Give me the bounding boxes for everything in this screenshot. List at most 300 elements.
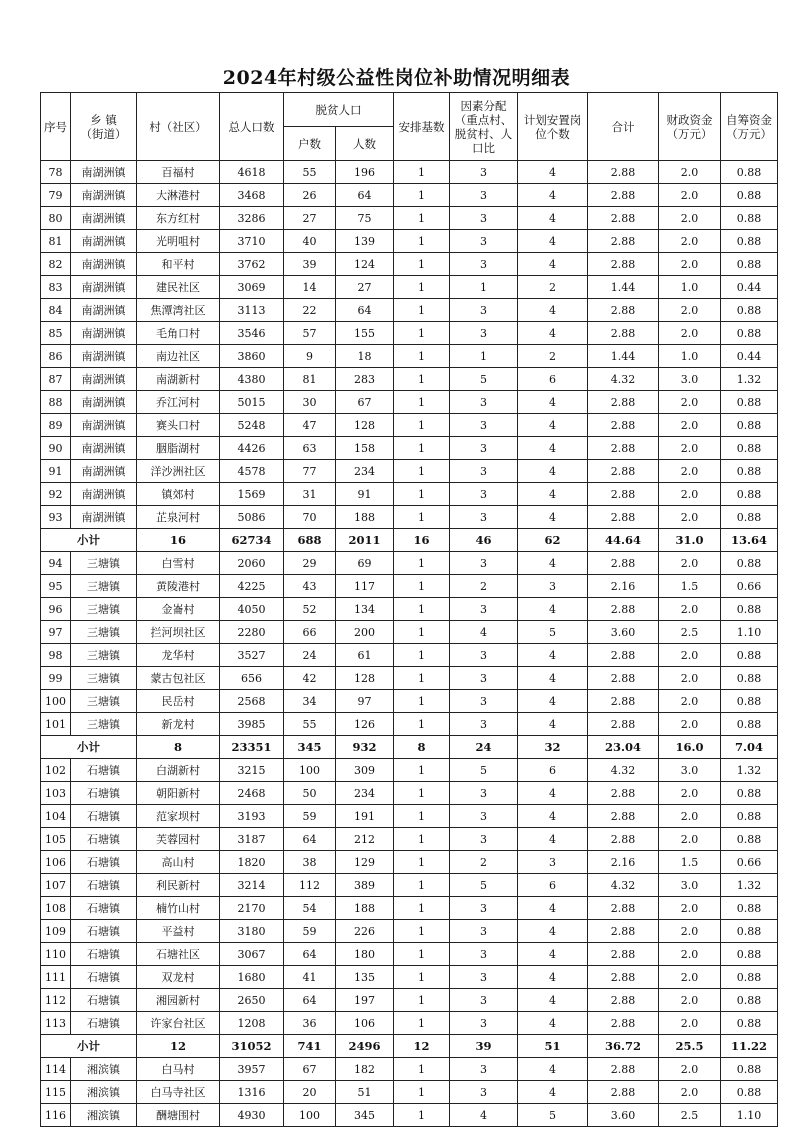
pop-cell: 2568 [220,690,284,713]
village-cell: 利民新村 [137,874,220,897]
seq-cell: 95 [41,575,71,598]
table-row [41,575,778,598]
table-row [41,253,778,276]
planned-cell: 4 [518,644,588,667]
table-row [41,391,778,414]
table-row [41,184,778,207]
town-cell: 石塘镇 [71,828,137,851]
seq-cell: 110 [41,943,71,966]
people-cell: 234 [336,460,394,483]
subtotal-people-cell: 2011 [336,529,394,552]
self-cell: 0.88 [721,644,778,667]
pop-cell: 3214 [220,874,284,897]
seq-cell: 96 [41,598,71,621]
fiscal-cell: 3.0 [659,368,721,391]
village-cell: 焦潭湾社区 [137,299,220,322]
pop-cell: 2468 [220,782,284,805]
table-row [41,943,778,966]
base-cell: 1 [394,253,450,276]
village-cell: 朝阳新村 [137,782,220,805]
planned-cell: 3 [518,575,588,598]
factor-cell: 3 [450,943,518,966]
village-cell: 蒙古包社区 [137,667,220,690]
base-cell: 1 [394,322,450,345]
hh-cell: 42 [284,667,336,690]
subtotal-factor-cell: 24 [450,736,518,759]
people-cell: 64 [336,299,394,322]
base-cell: 1 [394,276,450,299]
factor-cell: 5 [450,368,518,391]
village-cell: 毛角口村 [137,322,220,345]
seq-cell: 114 [41,1058,71,1081]
table-row [41,805,778,828]
table-body [41,161,778,1127]
self-cell: 0.66 [721,575,778,598]
subtotal-self-cell: 11.22 [721,1035,778,1058]
subtotal-self-cell: 7.04 [721,736,778,759]
fiscal-cell: 2.0 [659,391,721,414]
planned-cell: 4 [518,253,588,276]
village-cell: 高山村 [137,851,220,874]
fiscal-cell: 2.0 [659,690,721,713]
base-cell: 1 [394,828,450,851]
village-cell: 光明咀村 [137,230,220,253]
header-self: 自筹资金（万元） [721,93,778,161]
pop-cell: 3710 [220,230,284,253]
factor-cell: 3 [450,1058,518,1081]
hh-cell: 41 [284,966,336,989]
pop-cell: 1820 [220,851,284,874]
village-cell: 南湖新村 [137,368,220,391]
village-cell: 黄陵港村 [137,575,220,598]
town-cell: 南湖洲镇 [71,391,137,414]
base-cell: 1 [394,989,450,1012]
table-row [41,299,778,322]
village-cell: 金崙村 [137,598,220,621]
base-cell: 1 [394,552,450,575]
village-cell: 胭脂湖村 [137,437,220,460]
total-cell: 2.16 [588,575,659,598]
pop-cell: 3762 [220,253,284,276]
base-cell: 1 [394,1104,450,1127]
subtotal-count: 8 [137,736,220,759]
factor-cell: 5 [450,759,518,782]
planned-cell: 4 [518,805,588,828]
subtotal-pop-cell: 31052 [220,1035,284,1058]
people-cell: 158 [336,437,394,460]
fiscal-cell: 3.0 [659,874,721,897]
total-cell: 2.88 [588,782,659,805]
self-cell: 0.88 [721,483,778,506]
total-cell: 2.88 [588,1081,659,1104]
pop-cell: 5086 [220,506,284,529]
base-cell: 1 [394,644,450,667]
planned-cell: 3 [518,851,588,874]
town-cell: 三塘镇 [71,575,137,598]
base-cell: 1 [394,759,450,782]
table-row [41,414,778,437]
planned-cell: 4 [518,299,588,322]
people-cell: 61 [336,644,394,667]
pop-cell: 4618 [220,161,284,184]
subtotal-hh-cell: 345 [284,736,336,759]
total-cell: 2.88 [588,989,659,1012]
header-poor-population: 脱贫人口 [284,93,394,127]
fiscal-cell: 1.0 [659,276,721,299]
header-poor-people: 人数 [336,127,394,161]
pop-cell: 3985 [220,713,284,736]
table-row [41,989,778,1012]
base-cell: 1 [394,943,450,966]
total-cell: 2.88 [588,460,659,483]
table-row [41,1012,778,1035]
people-cell: 139 [336,230,394,253]
village-cell: 建民社区 [137,276,220,299]
table-row [41,506,778,529]
factor-cell: 3 [450,299,518,322]
hh-cell: 81 [284,368,336,391]
fiscal-cell: 2.0 [659,230,721,253]
self-cell: 0.88 [721,1081,778,1104]
total-cell: 2.16 [588,851,659,874]
planned-cell: 4 [518,667,588,690]
people-cell: 27 [336,276,394,299]
factor-cell: 3 [450,460,518,483]
base-cell: 1 [394,782,450,805]
pop-cell: 3187 [220,828,284,851]
town-cell: 石塘镇 [71,920,137,943]
planned-cell: 4 [518,989,588,1012]
town-cell: 三塘镇 [71,552,137,575]
subtotal-planned-cell: 62 [518,529,588,552]
hh-cell: 64 [284,943,336,966]
seq-cell: 102 [41,759,71,782]
people-cell: 91 [336,483,394,506]
village-cell: 双龙村 [137,966,220,989]
village-cell: 芷泉河村 [137,506,220,529]
header-town-label: 乡 镇 （街道） [80,112,127,141]
factor-cell: 3 [450,322,518,345]
fiscal-cell: 2.0 [659,1081,721,1104]
fiscal-cell: 2.0 [659,805,721,828]
town-cell: 南湖洲镇 [71,368,137,391]
self-cell: 0.88 [721,1012,778,1035]
subtotal-factor-cell: 39 [450,1035,518,1058]
people-cell: 180 [336,943,394,966]
hh-cell: 64 [284,989,336,1012]
table-header-row [41,93,778,127]
self-cell: 0.66 [721,851,778,874]
seq-cell: 88 [41,391,71,414]
town-cell: 三塘镇 [71,690,137,713]
fiscal-cell: 2.0 [659,322,721,345]
header-base: 安排基数 [394,93,450,161]
header-village: 村（社区） [137,93,220,161]
hh-cell: 29 [284,552,336,575]
pop-cell: 3546 [220,322,284,345]
seq-cell: 81 [41,230,71,253]
subsidy-table [40,92,778,1127]
town-cell: 三塘镇 [71,621,137,644]
town-cell: 石塘镇 [71,874,137,897]
factor-cell: 3 [450,253,518,276]
people-cell: 135 [336,966,394,989]
self-cell: 0.88 [721,414,778,437]
total-cell: 2.88 [588,184,659,207]
village-cell: 镇郊村 [137,483,220,506]
town-cell: 南湖洲镇 [71,483,137,506]
hh-cell: 34 [284,690,336,713]
town-cell: 南湖洲镇 [71,299,137,322]
town-cell: 湘滨镇 [71,1104,137,1127]
table-row [41,667,778,690]
hh-cell: 31 [284,483,336,506]
seq-cell: 86 [41,345,71,368]
pop-cell: 3193 [220,805,284,828]
table-row [41,713,778,736]
seq-cell: 115 [41,1081,71,1104]
seq-cell: 91 [41,460,71,483]
town-cell: 湘滨镇 [71,1081,137,1104]
factor-cell: 3 [450,184,518,207]
seq-cell: 111 [41,966,71,989]
planned-cell: 4 [518,713,588,736]
fiscal-cell: 1.5 [659,851,721,874]
self-cell: 0.88 [721,690,778,713]
people-cell: 196 [336,161,394,184]
subtotal-label: 小计 [41,529,137,552]
base-cell: 1 [394,575,450,598]
subtotal-fiscal-cell: 25.5 [659,1035,721,1058]
village-cell: 范家坝村 [137,805,220,828]
village-cell: 新龙村 [137,713,220,736]
fiscal-cell: 2.0 [659,437,721,460]
pop-cell: 4050 [220,598,284,621]
total-cell: 2.88 [588,230,659,253]
base-cell: 1 [394,368,450,391]
planned-cell: 4 [518,1012,588,1035]
subtotal-total-cell: 23.04 [588,736,659,759]
pop-cell: 3860 [220,345,284,368]
subtotal-label: 小计 [41,736,137,759]
people-cell: 128 [336,667,394,690]
hh-cell: 70 [284,506,336,529]
self-cell: 0.44 [721,345,778,368]
total-cell: 2.88 [588,1012,659,1035]
total-cell: 2.88 [588,897,659,920]
hh-cell: 63 [284,437,336,460]
seq-cell: 104 [41,805,71,828]
subtotal-people-cell: 2496 [336,1035,394,1058]
hh-cell: 66 [284,621,336,644]
village-cell: 大淋港村 [137,184,220,207]
base-cell: 1 [394,851,450,874]
factor-cell: 3 [450,414,518,437]
factor-cell: 3 [450,690,518,713]
pop-cell: 4578 [220,460,284,483]
seq-cell: 79 [41,184,71,207]
hh-cell: 26 [284,184,336,207]
people-cell: 226 [336,920,394,943]
fiscal-cell: 1.5 [659,575,721,598]
table-row [41,920,778,943]
planned-cell: 4 [518,828,588,851]
planned-cell: 4 [518,782,588,805]
hh-cell: 47 [284,414,336,437]
total-cell: 2.88 [588,920,659,943]
village-cell: 白马寺社区 [137,1081,220,1104]
total-cell: 2.88 [588,207,659,230]
hh-cell: 38 [284,851,336,874]
base-cell: 1 [394,621,450,644]
subtotal-count: 16 [137,529,220,552]
planned-cell: 4 [518,207,588,230]
table-row [41,1058,778,1081]
fiscal-cell: 2.0 [659,184,721,207]
table-row [41,207,778,230]
hh-cell: 57 [284,322,336,345]
seq-cell: 107 [41,874,71,897]
subtotal-base-cell: 16 [394,529,450,552]
pop-cell: 1680 [220,966,284,989]
planned-cell: 2 [518,345,588,368]
planned-cell: 4 [518,230,588,253]
town-cell: 石塘镇 [71,782,137,805]
town-cell: 南湖洲镇 [71,345,137,368]
table-row [41,552,778,575]
seq-cell: 99 [41,667,71,690]
self-cell: 0.88 [721,460,778,483]
pop-cell: 2170 [220,897,284,920]
people-cell: 75 [336,207,394,230]
base-cell: 1 [394,230,450,253]
seq-cell: 98 [41,644,71,667]
town-cell: 南湖洲镇 [71,230,137,253]
self-cell: 1.32 [721,368,778,391]
fiscal-cell: 2.0 [659,299,721,322]
seq-cell: 112 [41,989,71,1012]
total-cell: 2.88 [588,644,659,667]
people-cell: 234 [336,782,394,805]
table-row [41,368,778,391]
table-row [41,759,778,782]
town-cell: 三塘镇 [71,667,137,690]
fiscal-cell: 2.0 [659,989,721,1012]
table-row [41,322,778,345]
pop-cell: 656 [220,667,284,690]
total-cell: 2.88 [588,299,659,322]
fiscal-cell: 1.0 [659,345,721,368]
planned-cell: 4 [518,460,588,483]
town-cell: 石塘镇 [71,989,137,1012]
header-population: 总人口数 [220,93,284,161]
subtotal-factor-cell: 46 [450,529,518,552]
fiscal-cell: 2.0 [659,1012,721,1035]
village-cell: 白马村 [137,1058,220,1081]
factor-cell: 3 [450,782,518,805]
table-row [41,1104,778,1127]
table-row [41,621,778,644]
seq-cell: 80 [41,207,71,230]
pop-cell: 3113 [220,299,284,322]
village-cell: 和平村 [137,253,220,276]
factor-cell: 2 [450,851,518,874]
seq-cell: 97 [41,621,71,644]
factor-cell: 4 [450,621,518,644]
base-cell: 1 [394,897,450,920]
hh-cell: 64 [284,828,336,851]
factor-cell: 5 [450,874,518,897]
self-cell: 0.88 [721,230,778,253]
table-row [41,161,778,184]
fiscal-cell: 2.0 [659,1058,721,1081]
self-cell: 0.88 [721,207,778,230]
pop-cell: 2280 [220,621,284,644]
hh-cell: 20 [284,1081,336,1104]
village-cell: 拦河坝社区 [137,621,220,644]
seq-cell: 85 [41,322,71,345]
village-cell: 许家台社区 [137,1012,220,1035]
subtotal-base-cell: 12 [394,1035,450,1058]
people-cell: 134 [336,598,394,621]
planned-cell: 4 [518,920,588,943]
header-poor-households: 户数 [284,127,336,161]
self-cell: 0.88 [721,667,778,690]
hh-cell: 9 [284,345,336,368]
town-cell: 石塘镇 [71,759,137,782]
subtotal-total-cell: 36.72 [588,1035,659,1058]
planned-cell: 4 [518,943,588,966]
planned-cell: 4 [518,161,588,184]
table-row [41,874,778,897]
self-cell: 0.88 [721,920,778,943]
seq-cell: 109 [41,920,71,943]
header-seq: 序号 [41,93,71,161]
planned-cell: 4 [518,506,588,529]
people-cell: 200 [336,621,394,644]
factor-cell: 3 [450,989,518,1012]
total-cell: 4.32 [588,368,659,391]
subtotal-planned-cell: 32 [518,736,588,759]
hh-cell: 30 [284,391,336,414]
factor-cell: 2 [450,575,518,598]
header-fiscal: 财政资金（万元） [659,93,721,161]
table-row [41,644,778,667]
seq-cell: 90 [41,437,71,460]
planned-cell: 4 [518,552,588,575]
seq-cell: 106 [41,851,71,874]
table-row [41,598,778,621]
total-cell: 2.88 [588,690,659,713]
town-cell: 石塘镇 [71,1012,137,1035]
village-cell: 龙华村 [137,644,220,667]
factor-cell: 3 [450,207,518,230]
self-cell: 0.88 [721,713,778,736]
total-cell: 2.88 [588,667,659,690]
planned-cell: 4 [518,690,588,713]
factor-cell: 3 [450,644,518,667]
factor-cell: 4 [450,1104,518,1127]
planned-cell: 4 [518,483,588,506]
village-cell: 楠竹山村 [137,897,220,920]
base-cell: 1 [394,345,450,368]
pop-cell: 1208 [220,1012,284,1035]
total-cell: 4.32 [588,874,659,897]
total-cell: 2.88 [588,506,659,529]
town-cell: 南湖洲镇 [71,184,137,207]
base-cell: 1 [394,690,450,713]
factor-cell: 3 [450,966,518,989]
